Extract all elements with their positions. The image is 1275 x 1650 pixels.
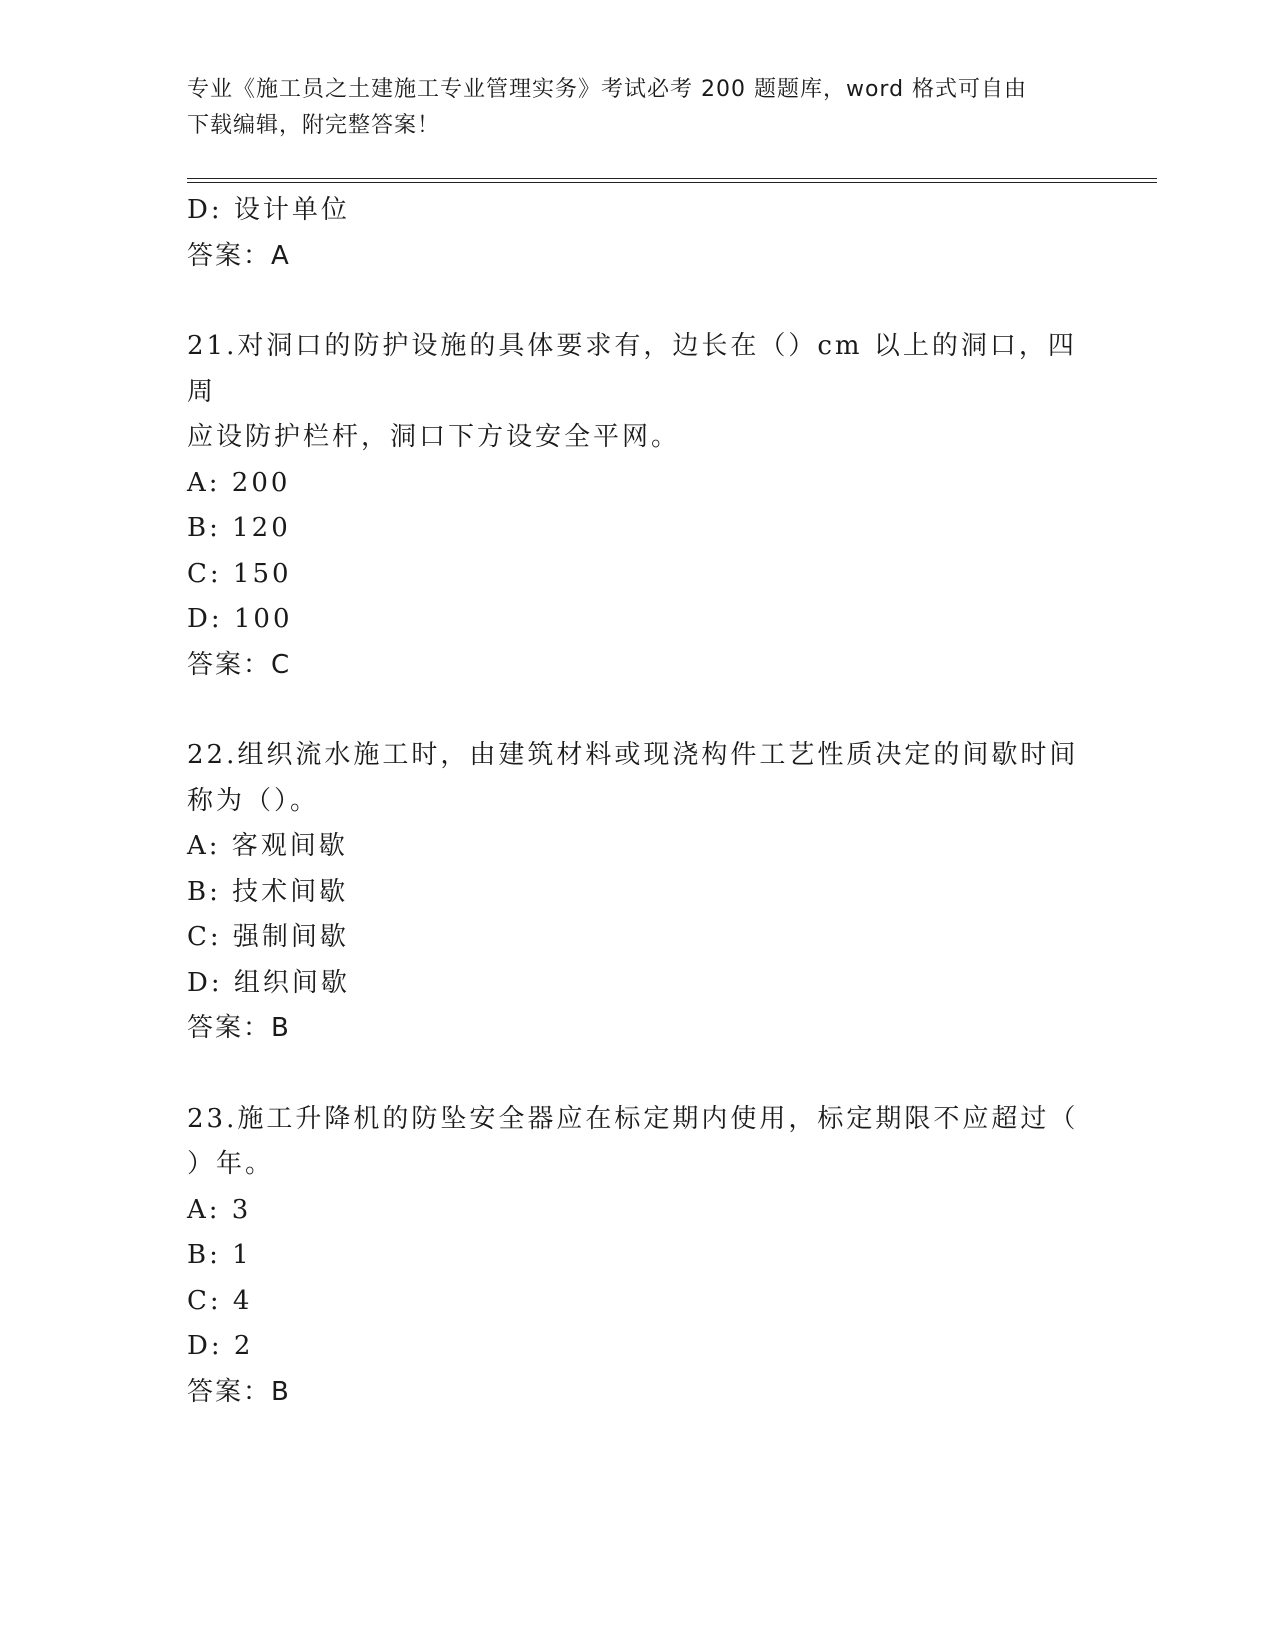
option-b: B: 1 xyxy=(187,1240,252,1270)
question-text-line-1: 21.对洞口的防护设施的具体要求有，边长在（）cm 以上的洞口，四周 xyxy=(187,331,1077,407)
document-body xyxy=(187,188,1087,1415)
question-text-line-1: 23.施工升降机的防坠安全器应在标定期内使用，标定期限不应超过（ xyxy=(187,1103,1079,1134)
option-d: D: 设计单位 xyxy=(187,195,350,225)
option-c: C: 4 xyxy=(187,1285,253,1316)
option-c: C: 强制间歇 xyxy=(187,922,349,952)
option-b: B: 120 xyxy=(187,513,291,543)
option-d: D: 100 xyxy=(187,604,293,634)
header-divider-top xyxy=(187,178,1157,179)
question-23 xyxy=(187,1097,1087,1416)
answer-line: 答案：A xyxy=(187,240,291,271)
option-b: B: 技术间歇 xyxy=(187,876,349,907)
answer-line: 答案：B xyxy=(187,1013,291,1043)
option-d: D: 组织间歇 xyxy=(187,967,350,998)
question-text-line-2: ）年。 xyxy=(187,1149,275,1179)
question-text-line-1: 22.组织流水施工时，由建筑材料或现浇构件工艺性质决定的间歇时间 xyxy=(187,740,1079,770)
question-text-line-2: 应设防护栏杆，洞口下方设安全平网。 xyxy=(187,422,681,452)
page-header xyxy=(187,72,1067,144)
question-21 xyxy=(187,324,1087,688)
header-title-line-2: 下载编辑，附完整答案！ xyxy=(187,113,441,138)
question-text-line-2: 称为（）。 xyxy=(187,785,320,816)
header-divider-bottom xyxy=(187,182,1157,183)
option-d: D: 2 xyxy=(187,1331,254,1361)
previous-question-tail xyxy=(187,188,1087,279)
question-22 xyxy=(187,733,1087,1052)
answer-line: 答案：B xyxy=(187,1376,291,1407)
option-a: A: 3 xyxy=(187,1194,252,1225)
option-c: C: 150 xyxy=(187,558,292,589)
option-a: A: 200 xyxy=(187,467,291,498)
option-a: A: 客观间歇 xyxy=(187,831,348,861)
answer-line: 答案：C xyxy=(187,649,292,680)
header-title-line-1: 专业《施工员之土建施工专业管理实务》考试必考 200 题题库，word 格式可自由 xyxy=(187,77,1028,102)
